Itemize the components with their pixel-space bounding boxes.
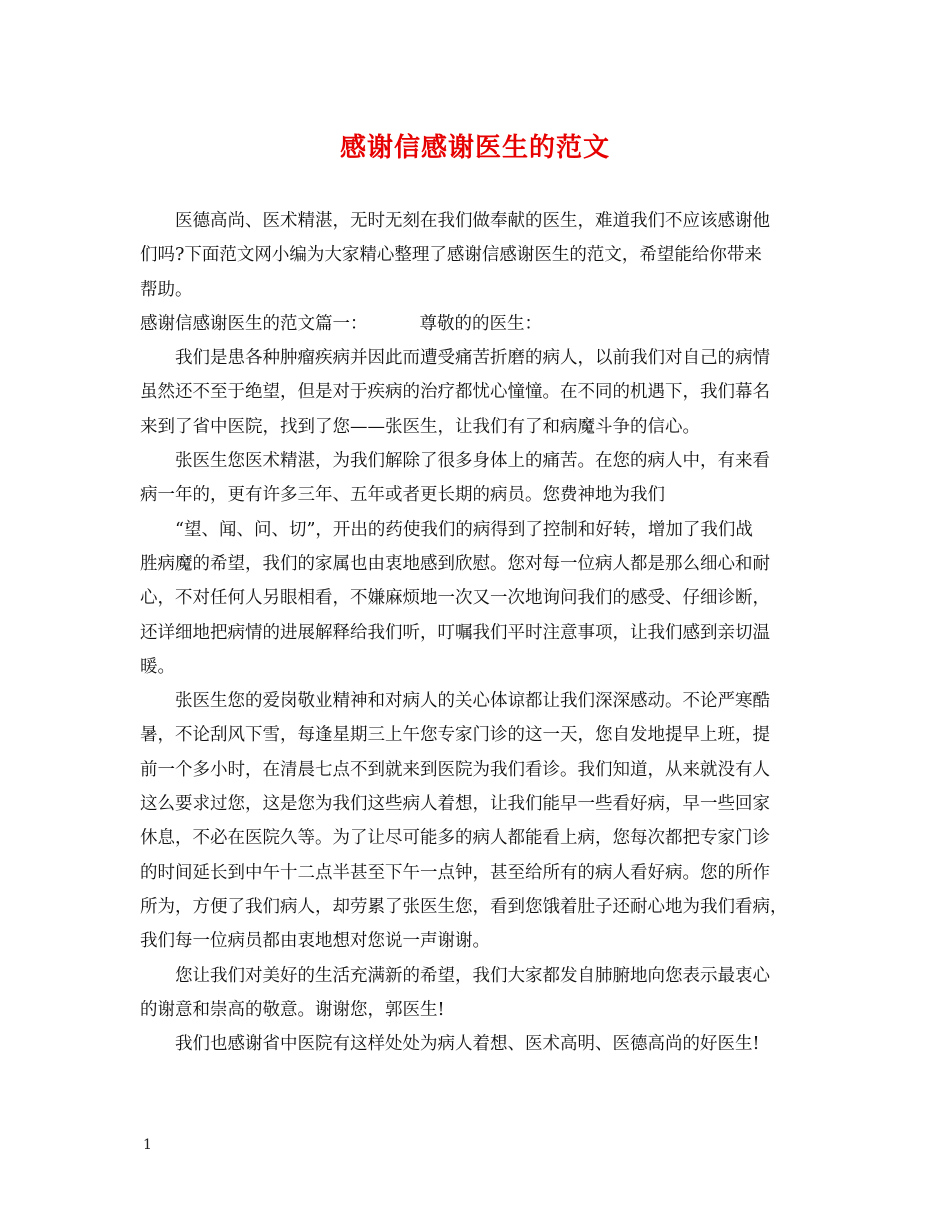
text-line: 您让我们对美好的生活充满新的希望，我们大家都发自肺腑地向您表示最衷心	[175, 965, 770, 986]
text-line: 这么要求过您，这是您为我们这些病人着想，让我们能早一些看好病，早一些回家	[140, 794, 770, 815]
letter-paragraph	[140, 959, 820, 1028]
text-line: 的时间延长到中午十二点半甚至下午一点钟，甚至给所有的病人看好病。您的所作	[140, 862, 770, 883]
text-line: 暖。	[140, 656, 175, 677]
text-line: “望、闻、问、切”，开出的药使我们的病得到了控制和好转，增加了我们战	[175, 519, 753, 540]
text-line: 暑，不论刮风下雪，每逢星期三上午您专家门诊的这一天，您自发地提早上班，提	[140, 725, 770, 746]
text-line: 休息，不必在医院久等。为了让尽可能多的病人都能看上病，您每次都把专家门诊	[140, 828, 770, 849]
text-line: 帮助。	[140, 279, 193, 300]
document-title: 感谢信感谢医生的范文	[339, 133, 610, 163]
letter-paragraph	[140, 513, 820, 684]
letter-paragraph	[140, 444, 820, 513]
text-line: 胜病魔的希望，我们的家属也由衷地感到欣慰。您对每一位病人都是那么细心和耐	[140, 553, 770, 574]
text-line: 病一年的，更有许多三年、五年或者更长期的病员。您费神地为我们	[140, 485, 665, 506]
text-line: 心，不对任何人另眼相看，不嫌麻烦地一次又一次地询问我们的感受、仔细诊断，	[140, 588, 770, 609]
text-line: 来到了省中医院，找到了您——张医生，让我们有了和病魔斗争的信心。	[140, 416, 700, 437]
letter-paragraph	[140, 341, 820, 444]
text-line: 我们是患各种肿瘤疾病并因此而遭受痛苦折磨的病人，以前我们对自己的病情	[175, 348, 770, 369]
text-line: 前一个多小时，在清晨七点不到就来到医院为我们看诊。我们知道，从来就没有人	[140, 759, 770, 780]
text-line: 所为，方便了我们病人，却劳累了张医生您，看到您饿着肚子还耐心地为我们看病，	[140, 896, 788, 917]
section-title: 感谢信感谢医生的范文篇一：	[140, 313, 368, 334]
letter-paragraph	[140, 1027, 820, 1061]
section-heading	[140, 307, 820, 341]
text-line: 们吗?下面范文网小编为大家精心整理了感谢信感谢医生的范文，希望能给你带来	[140, 245, 762, 266]
text-line: 我们也感谢省中医院有这样处处为病人着想、医术高明、医德高尚的好医生!	[175, 1034, 760, 1055]
text-line: 虽然还不至于绝望，但是对于疾病的治疗都忧心憧憧。在不同的机遇下，我们幕名	[140, 382, 770, 403]
text-line: 还详细地把病情的进展解释给我们听，叮嘱我们平时注意事项，让我们感到亲切温	[140, 622, 770, 643]
text-line: 医德高尚、医术精湛，无时无刻在我们做奉献的医生，难道我们不应该感谢他	[175, 211, 770, 231]
intro-paragraph	[140, 204, 820, 307]
text-line: 张医生您医术精湛，为我们解除了很多身体上的痛苦。在您的病人中，有来看	[175, 451, 770, 472]
salutation: 尊敬的的医生：	[419, 313, 542, 334]
text-line: 张医生您的爱岗敬业精神和对病人的关心体谅都让我们深深感动。不论严寒酷	[175, 691, 770, 712]
text-line: 我们每一位病员都由衷地想对您说一声谢谢。	[140, 931, 490, 952]
letter-paragraph	[140, 684, 820, 958]
text-line: 的谢意和崇高的敬意。谢谢您，郭医生!	[140, 999, 445, 1020]
document-body	[140, 204, 820, 1061]
page-number: 1	[143, 1137, 152, 1153]
